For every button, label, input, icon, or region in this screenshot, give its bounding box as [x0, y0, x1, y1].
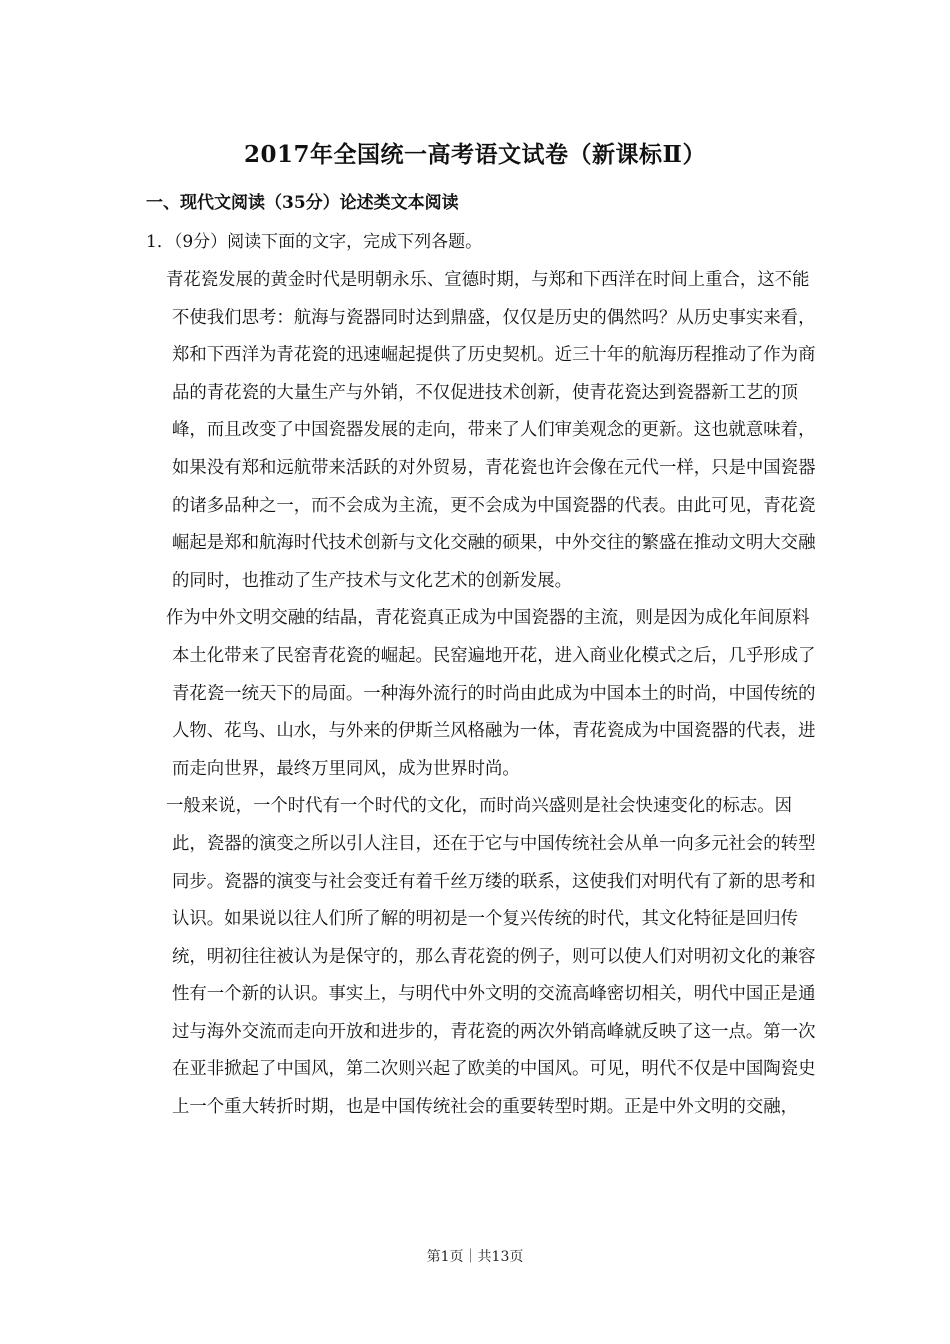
reading-passage — [166, 262, 826, 1127]
exam-title: 2017年全国统一高考语文试卷（新课标Ⅱ） — [244, 141, 706, 168]
page-footer: 第1页｜共13页 — [426, 1249, 524, 1265]
passage-paragraph-1: 青花瓷发展的黄金时代是明朝永乐、宣德时期，与郑和下西洋在时间上重合，这不能不使我们思考：航海与瓷器同时达到鼎盛，仅仅是历史的偶然吗？从历史事实来看，郑和下西洋为青花瓷的迅速崛起提供了历史契机。近三十年的航海历程推动了作为商品的青花瓷的大量生产与外销，不仅促进技术创新，使青花瓷达到瓷器新工艺的顶峰，而且改变了中国瓷器发展的走向，带来了人们审美观念的更新。这也就意味着，如果没有郑和远航带来活跃的对外贸易，青花瓷也许会像在元代一样，只是中国瓷器的诸多品种之一，而不会成为主流，更不会成为中国瓷器的代表。由此可见，青花瓷崛起是郑和航海时代技术创新与文化交融的硕果，中外交往的繁盛在推动文明大交融的同时，也推动了生产技术与文化艺术的创新发展。 — [166, 270, 816, 591]
section-heading: 一、现代文阅读（35分）论述类文本阅读 — [146, 193, 459, 213]
passage-paragraph-2: 作为中外文明交融的结晶，青花瓷真正成为中国瓷器的主流，则是因为成化年间原料本土化带来了民窑青花瓷的崛起。民窑遍地开花，进入商业化模式之后，几乎形成了青花瓷一统天下的局面。一种海外流行的时尚由此成为中国本土的时尚，中国传统的人物、花鸟、山水，与外来的伊斯兰风格融为一体，青花瓷成为中国瓷器的代表，进而走向世界，最终万里同风，成为世界时尚。 — [166, 608, 816, 779]
passage-paragraph-3: 一般来说，一个时代有一个时代的文化，而时尚兴盛则是社会快速变化的标志。因此，瓷器的演变之所以引人注目，还在于它与中国传统社会从单一向多元社会的转型同步。瓷器的演变与社会变迁有着千丝万缕的联系，这使我们对明代有了新的思考和认识。如果说以往人们所了解的明初是一个复兴传统的时代，其文化特征是回归传统，明初往往被认为是保守的，那么青花瓷的例子，则可以使人们对明初文化的兼容性有一个新的认识。事实上，与明代中外文明的交流高峰密切相关，明代中国正是通过与海外交流而走向开放和进步的，青花瓷的两次外销高峰就反映了这一点。第一次在亚非掀起了中国风，第二次则兴起了欧美的中国风。可见，明代不仅是中国陶瓷史上一个重大转折时期，也是中国传统社会的重要转型时期。正是中外文明的交融， — [166, 796, 816, 1118]
question-prompt: 1．（9分）阅读下面的文字，完成下列各题。 — [146, 232, 483, 252]
